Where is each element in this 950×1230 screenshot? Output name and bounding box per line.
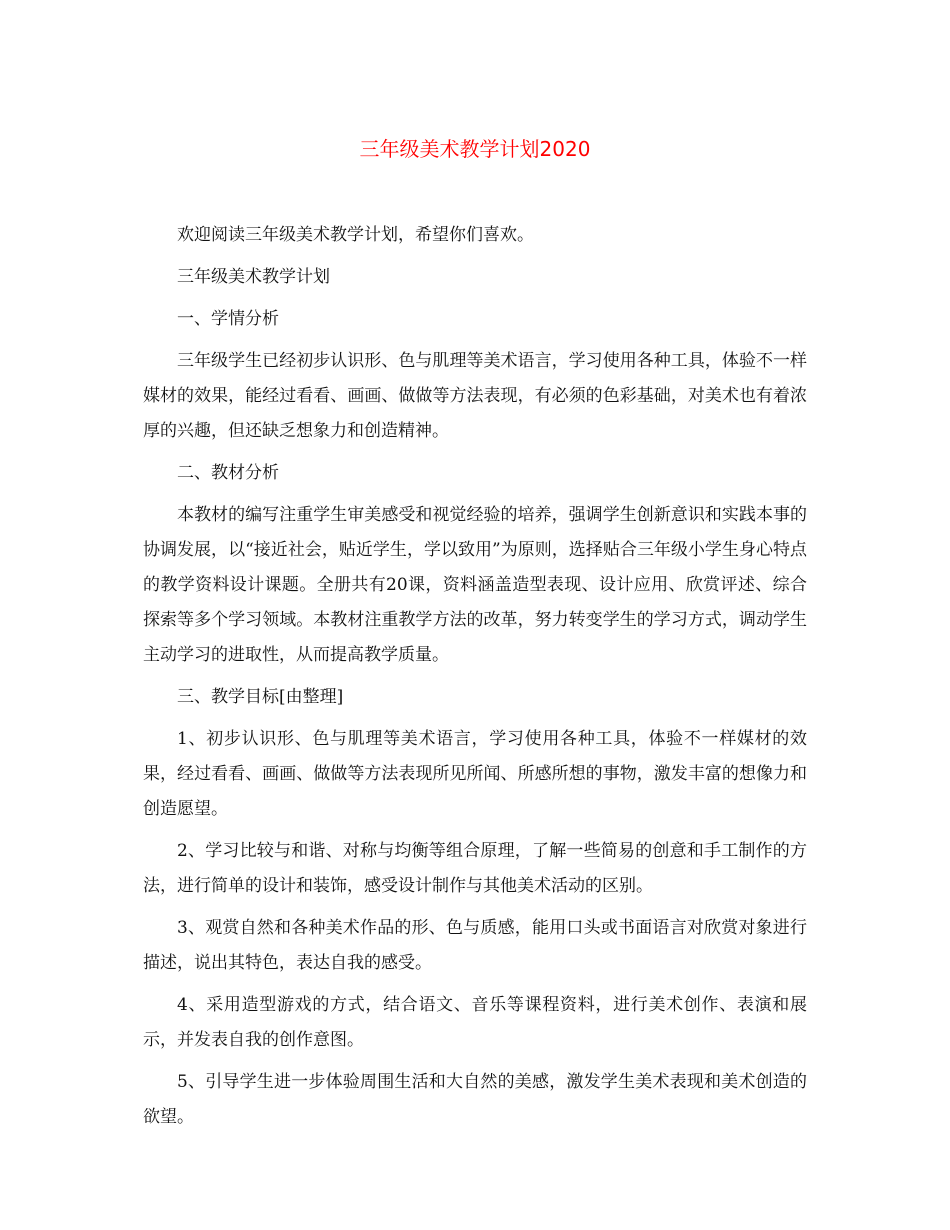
goal-item-2: 2、学习比较与和谐、对称与均衡等组合原理，了解一些简易的创意和手工制作的方法，进行简单的设计和装饰，感受设计制作与其他美术活动的区别。 [143, 841, 807, 896]
section-heading-teaching-goals: 三、教学目标[由整理] [177, 687, 344, 707]
document-title: 三年级美术教学计划2020 [359, 137, 591, 161]
section-heading-student-analysis: 一、学情分析 [177, 309, 279, 329]
goal-item-3: 3、观赏自然和各种美术作品的形、色与质感，能用口头或书面语言对欣赏对象进行描述，说出其特色，表达自我的感受。 [143, 918, 807, 973]
document-body [143, 218, 807, 1142]
textbook-analysis-paragraph: 本教材的编写注重学生审美感受和视觉经验的培养，强调学生创新意识和实践本事的协调发展，以“接近社会，贴近学生，学以致用”为原则，选择贴合三年级小学生身心特点的教学资料设计课题。全册共有20课，资料涵盖造型表现、设计应用、欣赏评述、综合探索等多个学习领域。本教材注重教学方法的改革，努力转变学生的学习方式，调动学生主动学习的进取性，从而提高教学质量。 [143, 505, 807, 665]
section-heading-textbook-analysis: 二、教材分析 [177, 463, 279, 483]
goal-item-4: 4、采用造型游戏的方式，结合语文、音乐等课程资料，进行美术创作、表演和展示，并发表自我的创作意图。 [143, 995, 807, 1050]
student-analysis-paragraph: 三年级学生已经初步认识形、色与肌理等美术语言，学习使用各种工具，体验不一样媒材的效果，能经过看看、画画、做做等方法表现，有必须的色彩基础，对美术也有着浓厚的兴趣，但还缺乏想象力和创造精神。 [143, 351, 807, 441]
intro-paragraph: 欢迎阅读三年级美术教学计划，希望你们喜欢。 [177, 225, 534, 245]
plan-heading: 三年级美术教学计划 [177, 267, 330, 287]
goal-item-5: 5、引导学生进一步体验周围生活和大自然的美感，激发学生美术表现和美术创造的欲望。 [143, 1072, 807, 1127]
goal-item-1: 1、初步认识形、色与肌理等美术语言，学习使用各种工具，体验不一样媒材的效果，经过看看、画画、做做等方法表现所见所闻、所感所想的事物，激发丰富的想像力和创造愿望。 [143, 729, 807, 819]
